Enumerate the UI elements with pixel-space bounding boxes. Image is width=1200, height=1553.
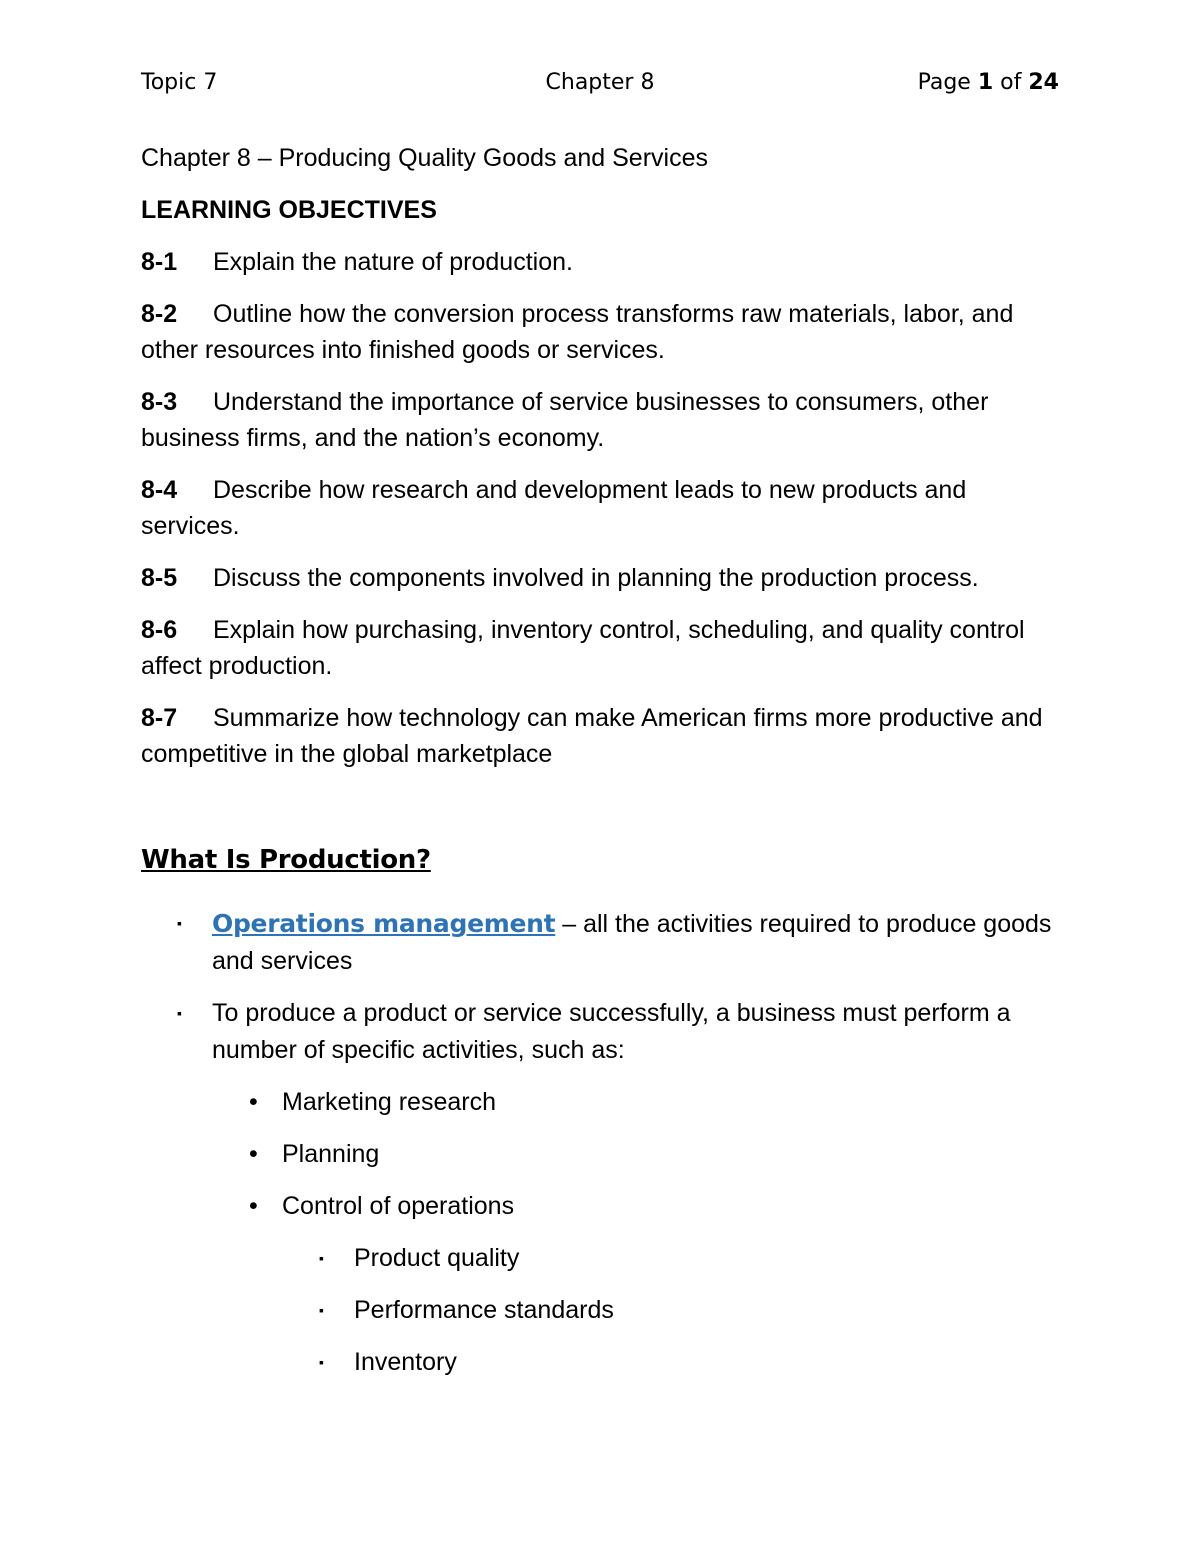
- objective-number: 8-3: [141, 388, 178, 416]
- sub-sub-list-item: [141, 1240, 1059, 1277]
- objective-item: [141, 700, 1059, 772]
- square-bullet-icon: ▪: [319, 1250, 324, 1266]
- objective-number: 8-2: [141, 300, 178, 328]
- learning-objectives-heading: LEARNING OBJECTIVES: [141, 196, 437, 224]
- objective-number: 8-5: [141, 564, 178, 592]
- square-bullet-icon: ▪: [319, 1302, 324, 1318]
- objective-item: [141, 612, 1059, 684]
- key-term-link[interactable]: Operations management: [212, 909, 556, 938]
- document-title: Chapter 8 – Producing Quality Goods and Services: [141, 144, 708, 172]
- page-header: [141, 70, 1059, 104]
- objective-text: Discuss the components involved in planning the production process.: [213, 564, 979, 592]
- list-item-text: – all the activities required to produce goods and services: [212, 910, 1052, 975]
- sub-list-item: [141, 1084, 1059, 1121]
- objective-text: Explain how purchasing, inventory control, scheduling, and quality control affect production.: [141, 616, 1025, 680]
- square-bullet-icon: ▪: [177, 915, 182, 931]
- objective-item: [141, 560, 1059, 596]
- dot-bullet-icon: •: [249, 1088, 258, 1116]
- list-item: [141, 905, 1059, 980]
- bullet-list: [141, 905, 1059, 1396]
- objective-item: [141, 244, 1059, 280]
- objective-item: [141, 472, 1059, 544]
- sub-list-item: [141, 1136, 1059, 1173]
- sub-list-item-text: Marketing research: [282, 1088, 496, 1116]
- objective-item: [141, 384, 1059, 456]
- header-page-number: Page 1 of 24: [917, 70, 1059, 95]
- sub-list-item-text: Planning: [282, 1140, 380, 1168]
- section-heading: What Is Production?: [141, 845, 431, 875]
- objective-number: 8-6: [141, 616, 178, 644]
- square-bullet-icon: ▪: [319, 1354, 324, 1370]
- list-item-text: To produce a product or service successfully, a business must perform a number of specific activities, such as:: [212, 999, 1011, 1064]
- objective-text: Outline how the conversion process transforms raw materials, labor, and other resources into finished goods or services.: [141, 300, 1014, 364]
- objective-text: Describe how research and development leads to new products and services.: [141, 476, 967, 540]
- dot-bullet-icon: •: [249, 1192, 258, 1220]
- objective-text: Summarize how technology can make American firms more productive and competitive in the global marketplace: [141, 704, 1043, 768]
- sub-sub-list-item-text: Product quality: [354, 1244, 520, 1272]
- header-topic: Topic 7: [141, 70, 218, 95]
- sub-list-item-text: Control of operations: [282, 1192, 515, 1220]
- square-bullet-icon: ▪: [177, 1005, 182, 1021]
- document-body: [141, 140, 1059, 788]
- objective-number: 8-4: [141, 476, 178, 504]
- objective-text: Understand the importance of service businesses to consumers, other business firms, and the nation’s economy.: [141, 388, 989, 452]
- header-chapter: Chapter 8: [545, 70, 655, 95]
- objective-text: Explain the nature of production.: [213, 248, 573, 276]
- list-item: [141, 995, 1059, 1069]
- objective-item: [141, 296, 1059, 368]
- objective-number: 8-7: [141, 704, 178, 732]
- objective-number: 8-1: [141, 248, 178, 276]
- sub-sub-list-item: [141, 1292, 1059, 1329]
- sub-sub-list-item-text: Inventory: [354, 1348, 457, 1376]
- dot-bullet-icon: •: [249, 1140, 258, 1168]
- sub-sub-list-item-text: Performance standards: [354, 1296, 614, 1324]
- sub-sub-list-item: [141, 1344, 1059, 1381]
- sub-list-item: [141, 1188, 1059, 1225]
